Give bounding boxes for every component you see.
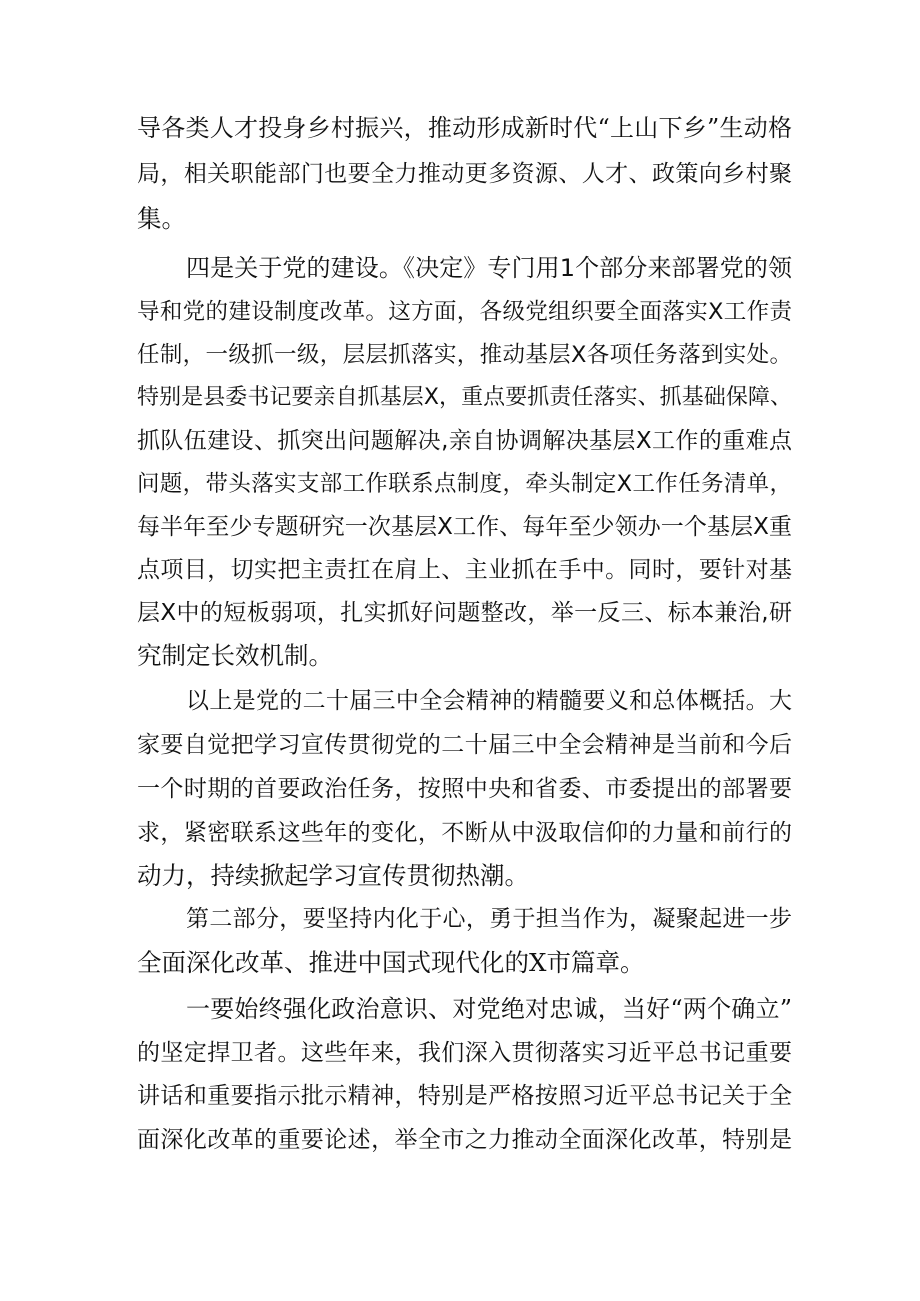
text-line: 抓队伍建设、抓突出问题解决,亲自协调解决基层X工作的重难点 bbox=[137, 428, 792, 454]
text-line: 究制定长效机制。 bbox=[137, 641, 333, 670]
text-line: 导各类人才投身乡村振兴，推动形成新时代“上山下乡”生动格 bbox=[137, 114, 792, 142]
text-line: 特别是县委书记要亲自抓基层X，重点要抓责任落实、抓基础保障、 bbox=[137, 385, 792, 410]
text-line: 问题，带头落实支部工作联系点制度，牵头制定X工作任务清单， bbox=[137, 471, 792, 497]
text-line: 以上是党的二十届三中全会精神的精髓要义和总体概括。大 bbox=[186, 688, 792, 714]
text-line: 动力，持续掀起学习宣传贯彻热潮。 bbox=[137, 861, 529, 890]
text-line: 的坚定捍卫者。这些年来，我们深入贯彻落实习近平总书记重要 bbox=[137, 1040, 792, 1066]
text-line: 讲话和重要指示批示精神，特别是严格按照习近平总书记关于全 bbox=[137, 1083, 792, 1109]
text-line: 局，相关职能部门也要全力推动更多资源、人才、政策向乡村聚 bbox=[137, 161, 792, 187]
text-line: 第二部分，要坚持内化于心，勇于担当作为，凝聚起进一步 bbox=[186, 906, 792, 932]
text-line: 全面深化改革、推进中国式现代化的X市篇章。 bbox=[137, 948, 645, 977]
text-line: 家要自觉把学习宣传贯彻党的二十届三中全会精神是当前和今后 bbox=[137, 732, 792, 758]
text-line: 每半年至少专题研究一次基层X工作、每年至少领办一个基层X重 bbox=[137, 514, 792, 540]
text-line: 任制，一级抓一级，层层抓落实，推动基层X各项任务落到实处。 bbox=[137, 342, 792, 368]
text-line: 层X中的短板弱项，扎实抓好问题整改，举一反三、标本兼治,研 bbox=[137, 600, 792, 626]
text-line: 四是关于党的建设。《决定》专门用1个部分来部署党的领 bbox=[186, 254, 792, 282]
text-line: 点项目，切实把主责扛在肩上、主业抓在手中。同时，要针对基 bbox=[137, 557, 792, 583]
text-line: 集。 bbox=[137, 204, 186, 233]
text-line: 求，紧密联系这些年的变化，不断从中汲取信仰的力量和前行的 bbox=[137, 820, 792, 846]
text-line: 一要始终强化政治意识、对党绝对忠诚，当好“两个确立” bbox=[186, 995, 792, 1023]
text-line: 面深化改革的重要论述，举全市之力推动全面深化改革，特别是 bbox=[137, 1127, 792, 1153]
text-line: 一个时期的首要政治任务，按照中央和省委、市委提出的部署要 bbox=[137, 776, 792, 802]
text-line: 导和党的建设制度改革。这方面，各级党组织要全面落实X工作责 bbox=[137, 299, 792, 325]
